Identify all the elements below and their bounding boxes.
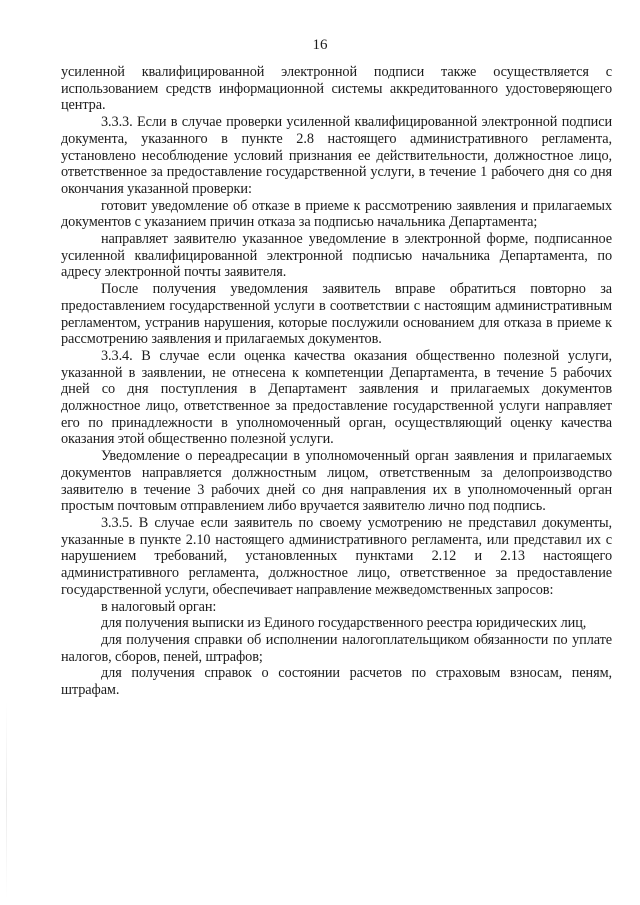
paragraph-tax-certificate: для получения справки об исполнении налогоплательщиком обязанности по уплате налогов, сборов, пеней, штрафов; <box>61 631 612 665</box>
paragraph-continuation: усиленной квалифицированной электронной подписи также осуществляется с использованием средств информационной системы аккредитованного удостоверяющего центра. <box>61 64 612 114</box>
paragraph-redirect-notice: Уведомление о переадресации в уполномоченный орган заявления и прилагаемых документов направляется должностным лицом, ответственным за делопроизводство заявителю в течение 3 рабочих дней со дня направления их в уполномоченный орган простым почтовым отправлением либо вручается заявителю лично под подпись. <box>61 448 612 515</box>
paragraph-tax-authority: в налоговый орган: <box>101 598 217 615</box>
paragraph-insurance-certificate: для получения справок о состоянии расчетов по страховым взносам, пеням, штрафам. <box>61 665 612 699</box>
paragraph-send-notice: направляет заявителю указанное уведомление в электронной форме, подписанное усиленной квалифицированной электронной подписью начальника Департамента, по адресу электронной почты заявителя. <box>61 231 612 281</box>
document-body <box>61 64 612 699</box>
page-number: 16 <box>312 37 328 53</box>
paragraph-3-3-3: 3.3.3. Если в случае проверки усиленной квалифицированной электронной подписи документа, указанного в пункте 2.8 настоящего административного регламента, установлено несоблюдение условий признания ее действительности, должностное лицо, ответственное за предоставление государственной услуги, в течение 1 рабочего дня со дня окончания указанной проверки: <box>61 114 612 197</box>
scan-edge-shadow <box>6 700 7 900</box>
paragraph-3-3-4: 3.3.4. В случае если оценка качества оказания общественно полезной услуги, указанной в заявлении, не отнесена к компетенции Департамента, в течение 5 рабочих дней со дня поступления в Департамент заявления и прилагаемых документов должностное лицо, ответственное за предоставление государственной услуги направляет его по принадлежности в уполномоченный орган, осуществляющий оценку качества оказания этой общественно полезной услуги. <box>61 347 612 448</box>
paragraph-3-3-5: 3.3.5. В случае если заявитель по своему усмотрению не представил документы, указанные в пункте 2.10 настоящего административного регламента, или представил их с нарушением требований, установленных пунктами 2.12 и 2.13 настоящего административного регламента, должностное лицо, ответственное за предоставление государственной услуги, обеспечивает направление межведомственных запросов: <box>61 514 612 598</box>
paragraph-prepare-notice: готовит уведомление об отказе в приеме к рассмотрению заявления и прилагаемых документов с указанием причин отказа за подписью начальника Департамента; <box>61 197 612 231</box>
paragraph-reapply: После получения уведомления заявитель вправе обратиться повторно за предоставлением государственной услуги в соответствии с настоящим административным регламентом, устранив нарушения, которые послужили основанием для отказа в приеме к рассмотрению заявления и прилагаемых документов. <box>61 281 612 348</box>
paragraph-egrul-extract: для получения выписки из Единого государственного реестра юридических лиц, <box>101 615 587 632</box>
